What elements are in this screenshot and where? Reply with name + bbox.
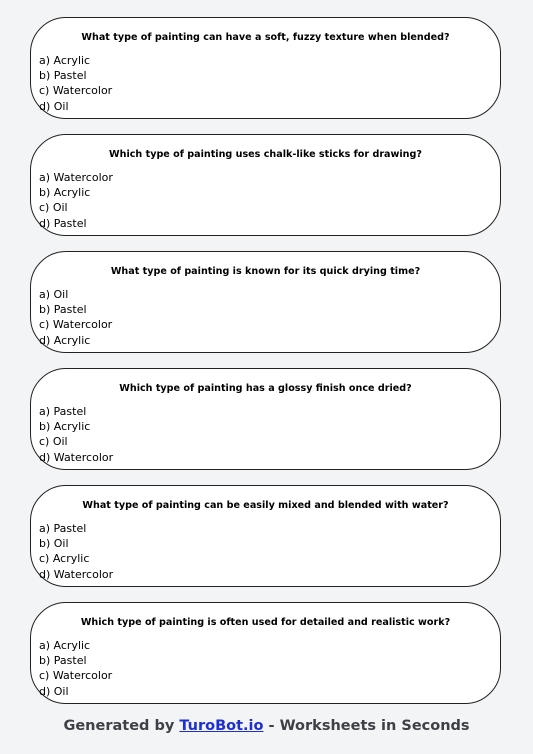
footer-prefix: Generated by — [63, 718, 180, 734]
option-b: b) Oil — [39, 537, 69, 551]
options-list — [39, 404, 113, 465]
question-text: Which type of painting is often used for detailed and realistic work? — [80, 617, 451, 628]
option-a: a) Watercolor — [39, 171, 113, 184]
option-b: b) Acrylic — [39, 186, 91, 200]
option-d: d) Watercolor — [39, 567, 114, 581]
option-d: d) Oil — [39, 99, 69, 113]
question-text: Which type of painting has a glossy finish once dried? — [119, 383, 412, 394]
footer — [0, 718, 533, 734]
option-a: a) Acrylic — [39, 54, 91, 67]
turobot-link[interactable]: TuroBot.io — [179, 718, 264, 734]
option-d: d) Oil — [39, 684, 69, 698]
question-card-2 — [30, 134, 501, 236]
options-list — [39, 170, 113, 231]
question-card-6 — [30, 602, 501, 704]
option-b: b) Pastel — [39, 303, 87, 317]
options-list — [39, 287, 112, 348]
option-d: d) Acrylic — [39, 333, 91, 347]
footer-suffix: - Worksheets in Seconds — [263, 718, 470, 734]
option-c: c) Watercolor — [39, 84, 113, 98]
option-d: d) Pastel — [39, 216, 87, 230]
options-list — [39, 638, 112, 699]
question-text: What type of painting can be easily mixed and blended with water? — [82, 500, 449, 511]
option-a: a) Acrylic — [39, 639, 91, 652]
question-card-4 — [30, 368, 501, 470]
option-b: b) Acrylic — [39, 420, 91, 434]
option-c: c) Oil — [39, 435, 68, 449]
option-a: a) Oil — [39, 288, 69, 301]
option-c: c) Oil — [39, 201, 68, 215]
option-a: a) Pastel — [39, 405, 87, 418]
options-list — [39, 521, 113, 582]
question-text: What type of painting can have a soft, fuzzy texture when blended? — [81, 32, 450, 43]
option-d: d) Watercolor — [39, 450, 114, 464]
option-b: b) Pastel — [39, 654, 87, 668]
option-b: b) Pastel — [39, 69, 87, 83]
question-card-5 — [30, 485, 501, 587]
options-list — [39, 53, 112, 114]
option-c: c) Acrylic — [39, 552, 90, 566]
question-card-3 — [30, 251, 501, 353]
option-a: a) Pastel — [39, 522, 87, 535]
question-text: Which type of painting uses chalk-like sticks for drawing? — [109, 149, 422, 160]
option-c: c) Watercolor — [39, 669, 113, 683]
question-card-1 — [30, 17, 501, 119]
option-c: c) Watercolor — [39, 318, 113, 332]
question-text: What type of painting is known for its quick drying time? — [110, 266, 421, 277]
